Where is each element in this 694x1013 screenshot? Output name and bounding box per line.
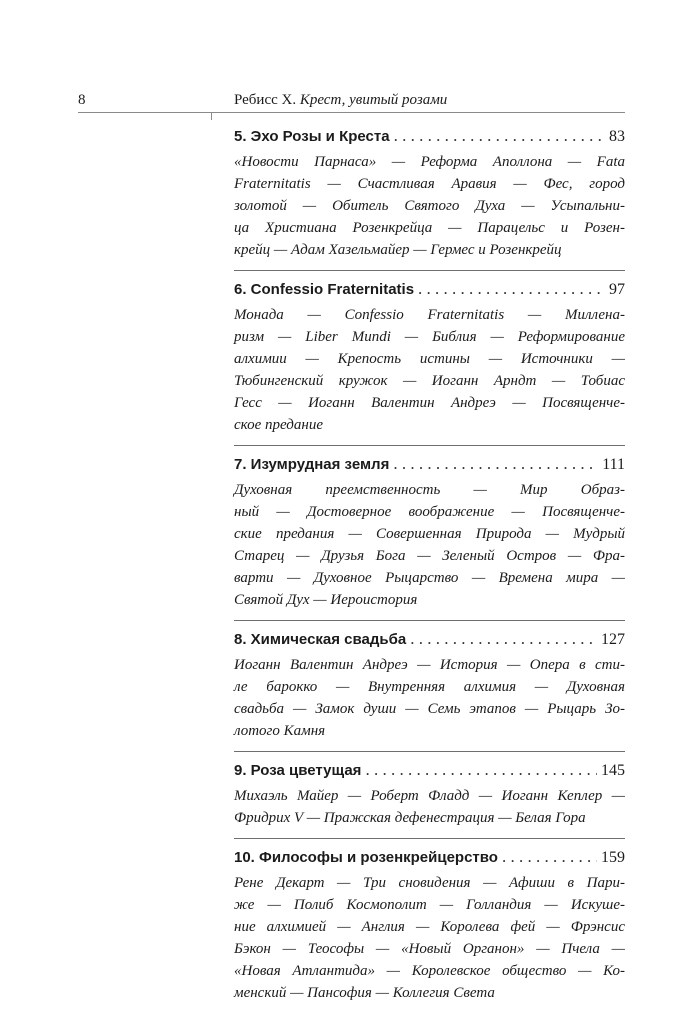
toc-chapter-heading[interactable] xyxy=(234,453,625,476)
toc-topic-line: Монада — Confessio Fraternitatis — Миллена- xyxy=(234,307,625,323)
toc-page-number[interactable]: 97 xyxy=(609,281,625,298)
toc-chapter-topics xyxy=(234,785,625,829)
toc-chapter-topics xyxy=(234,654,625,742)
toc-topic-line: ле барокко — Внутренняя алхимия — Духовная xyxy=(234,679,625,695)
toc-topic-line: Михаэль Майер — Роберт Фладд — Иоганн Кеплер — xyxy=(234,788,625,804)
toc-topic-line: ца Христиана Розенкрейца — Парацельс и Розен- xyxy=(234,220,625,236)
running-head-book-title: Крест, увитый розами xyxy=(299,92,448,108)
toc-topic-line: Святой Дух — Иероистория xyxy=(234,592,418,608)
toc-chapter-heading[interactable] xyxy=(234,125,625,148)
toc-chapter-title[interactable]: 5. Эхо Розы и Креста xyxy=(234,128,390,145)
toc-topic-line: золотой — Обитель Святого Духа — Усыпальни- xyxy=(234,198,625,214)
toc-topic-line: Иоганн Валентин Андреэ — История — Опера в сти- xyxy=(234,657,625,673)
toc-topic-line: менский — Пансофия — Коллегия Света xyxy=(234,985,495,1001)
toc-topic-line: Тюбингенский кружок — Иоганн Арндт — Тобиас xyxy=(234,373,625,389)
toc-chapter xyxy=(234,118,625,271)
toc-dot-leader xyxy=(365,759,597,781)
toc-chapter-title[interactable]: 7. Изумрудная земля xyxy=(234,456,390,473)
toc-chapter-topics xyxy=(234,151,625,261)
toc-chapter-title[interactable]: 8. Химическая свадьба xyxy=(234,631,407,648)
toc-page-number[interactable]: 145 xyxy=(601,762,625,779)
toc-dot-leader xyxy=(502,846,597,868)
toc-topic-line: Fraternitatis — Счастливая Аравия — Фес, город xyxy=(234,176,625,192)
toc-topic-line: лотого Камня xyxy=(234,723,326,739)
toc-topic-line: Рене Декарт — Три сновидения — Афиши в Пари- xyxy=(234,875,625,891)
toc-chapter-topics xyxy=(234,872,625,1004)
toc-dot-leader xyxy=(410,628,597,650)
running-head-author: Ребисс Х. xyxy=(234,92,297,108)
toc-topic-line: «Новая Атлантида» — Королевское общество — Ко- xyxy=(234,963,625,979)
header-rule-tick xyxy=(211,112,212,120)
toc-topic-line: «Новости Парнаса» — Реформа Аполлона — Fata xyxy=(234,154,625,170)
toc-topic-line: варти — Духовное Рыцарство — Времена мира — xyxy=(234,570,625,586)
table-of-contents xyxy=(234,118,625,1013)
toc-topic-line: алхимии — Крепость истины — Источники — xyxy=(234,351,625,367)
toc-page-number[interactable]: 111 xyxy=(602,456,625,473)
toc-chapter-topics xyxy=(234,479,625,611)
toc-chapter-heading[interactable] xyxy=(234,278,625,301)
toc-chapter xyxy=(234,271,625,446)
toc-chapter xyxy=(234,621,625,752)
toc-page-number[interactable]: 159 xyxy=(601,849,625,866)
toc-chapter-heading[interactable] xyxy=(234,628,625,651)
toc-topic-line: Бэкон — Теософы — «Новый Органон» — Пчела — xyxy=(234,941,625,957)
toc-topic-line: ское предание xyxy=(234,417,323,433)
toc-chapter-topics xyxy=(234,304,625,436)
toc-chapter xyxy=(234,839,625,1013)
header-rule xyxy=(78,112,625,113)
toc-topic-line: крейц — Адам Хазельмайер — Гермес и Розенкрейц xyxy=(234,242,562,258)
running-head xyxy=(234,91,447,109)
toc-topic-line: ние алхимией — Англия — Королева фей — Фрэнсис xyxy=(234,919,625,935)
page-number: 8 xyxy=(78,92,86,108)
toc-dot-leader xyxy=(393,453,598,475)
toc-topic-line: Гесс — Иоганн Валентин Андреэ — Посвященче- xyxy=(234,395,625,411)
toc-topic-line: свадьба — Замок души — Семь этапов — Рыцарь Зо- xyxy=(234,701,625,717)
toc-page-number[interactable]: 83 xyxy=(609,128,625,145)
toc-topic-line: ризм — Liber Mundi — Библия — Реформирование xyxy=(234,329,625,345)
toc-chapter-heading[interactable] xyxy=(234,846,625,869)
toc-topic-line: Старец — Друзья Бога — Зеленый Остров — Фра- xyxy=(234,548,625,564)
toc-topic-line: Фридрих V — Пражская дефенестрация — Белая Гора xyxy=(234,810,586,826)
toc-chapter xyxy=(234,752,625,839)
toc-chapter-heading[interactable] xyxy=(234,759,625,782)
toc-dot-leader xyxy=(394,125,605,147)
toc-chapter-title[interactable]: 10. Философы и розенкрейцерство xyxy=(234,849,498,866)
toc-chapter-title[interactable]: 9. Роза цветущая xyxy=(234,762,362,779)
toc-topic-line: ские предания — Совершенная Природа — Мудрый xyxy=(234,526,625,542)
toc-topic-line: Духовная преемственность — Мир Образ- xyxy=(234,482,625,498)
toc-topic-line: ный — Достоверное воображение — Посвященче- xyxy=(234,504,625,520)
toc-page-number[interactable]: 127 xyxy=(601,631,625,648)
toc-chapter-title[interactable]: 6. Confessio Fraternitatis xyxy=(234,281,415,298)
toc-dot-leader xyxy=(418,278,605,300)
toc-chapter xyxy=(234,446,625,621)
toc-topic-line: же — Полиб Космополит — Голландия — Искуше- xyxy=(234,897,625,913)
